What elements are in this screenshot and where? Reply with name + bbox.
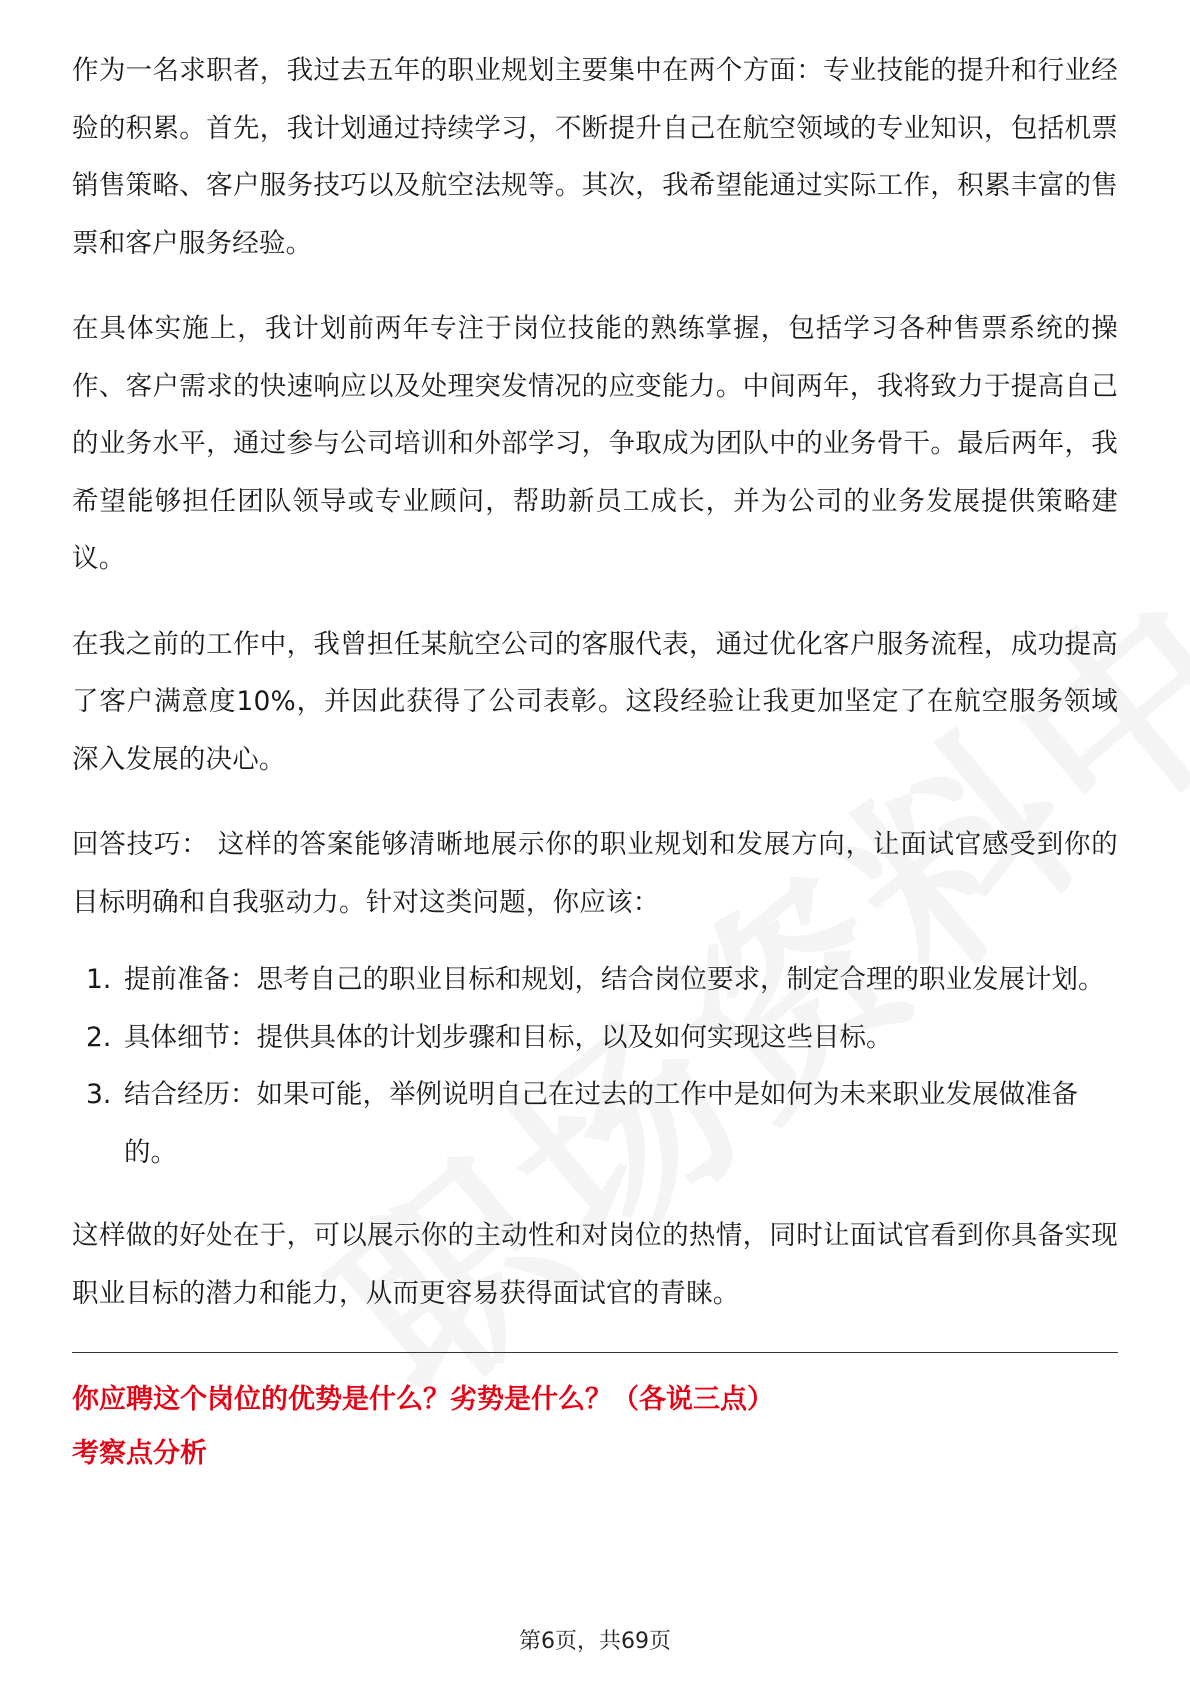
tips-list [72, 951, 1118, 1181]
next-question-title: 你应聘这个岗位的优势是什么？劣势是什么？（各说三点） [72, 1384, 774, 1415]
document-page [72, 42, 1118, 1481]
list-text: 结合经历：如果可能，举例说明自己在过去的工作中是如何为未来职业发展做准备的。 [124, 1079, 1078, 1168]
section-heading: 考察点分析 [72, 1438, 207, 1469]
page-number: 第6页，共69页 [519, 1629, 671, 1654]
paragraph-implementation: 在具体实施上，我计划前两年专注于岗位技能的熟练掌握，包括学习各种售票系统的操作、客户需求的快速响应以及处理突发情况的应变能力。中间两年，我将致力于提高自己的业务水平，通过参与公司培训和外部学习，争取成为团队中的业务骨干。最后两年，我希望能够担任团队领导或专业顾问，帮助新员工成长，并为公司的业务发展提供策略建议。 [72, 313, 1118, 574]
list-item [72, 1009, 1118, 1067]
list-text: 提前准备：思考自己的职业目标和规划，结合岗位要求，制定合理的职业发展计划。 [124, 964, 1105, 995]
paragraph-closing: 这样做的好处在于，可以展示你的主动性和对岗位的热情，同时让面试官看到你具备实现职业目标的潜力和能力，从而更容易获得面试官的青睐。 [72, 1220, 1118, 1309]
paragraph-career-plan: 作为一名求职者，我过去五年的职业规划主要集中在两个方面：专业技能的提升和行业经验的积累。首先，我计划通过持续学习，不断提升自己在航空领域的专业知识，包括机票销售策略、客户服务技巧以及航空法规等。其次，我希望能通过实际工作，积累丰富的售票和客户服务经验。 [72, 55, 1118, 259]
list-item [72, 1066, 1118, 1181]
paragraph-experience: 在我之前的工作中，我曾担任某航空公司的客服代表，通过优化客户服务流程，成功提高了客户满意度10%，并因此获得了公司表彰。这段经验让我更加坚定了在航空服务领域深入发展的决心。 [72, 628, 1118, 775]
paragraph-answer-tips: 回答技巧： 这样的答案能够清晰地展示你的职业规划和发展方向，让面试官感受到你的目标明确和自我驱动力。针对这类问题，你应该： [72, 829, 1118, 918]
list-number: 1. [86, 964, 112, 995]
section-divider [72, 1352, 1118, 1353]
list-number: 3. [86, 1079, 112, 1110]
list-number: 2. [86, 1021, 112, 1053]
list-text: 具体细节：提供具体的计划步骤和目标，以及如何实现这些目标。 [124, 1021, 893, 1053]
list-item [72, 951, 1118, 1009]
